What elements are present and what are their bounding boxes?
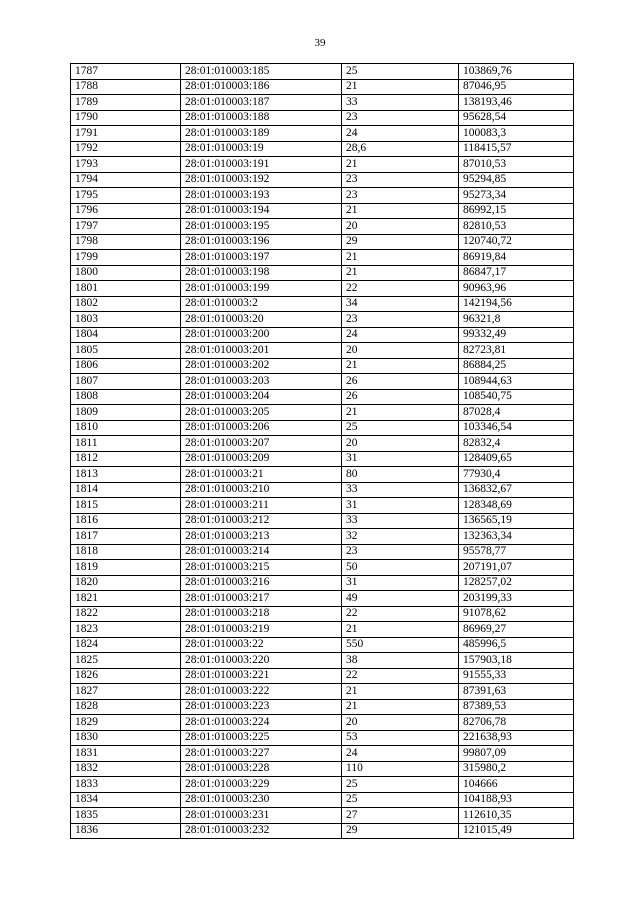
area-cell: 22 <box>342 606 459 622</box>
table-row <box>71 157 574 173</box>
value-cell: 87028,4 <box>459 405 574 421</box>
value-cell: 120740,72 <box>459 234 574 250</box>
value-cell: 136832,67 <box>459 482 574 498</box>
table-row <box>71 374 574 390</box>
row-number-cell: 1822 <box>71 606 181 622</box>
area-cell: 21 <box>342 79 459 95</box>
table-body <box>71 64 574 839</box>
row-number-cell: 1825 <box>71 653 181 669</box>
area-cell: 25 <box>342 420 459 436</box>
area-cell: 33 <box>342 95 459 111</box>
cadastral-number-cell: 28:01:010003:204 <box>181 389 342 405</box>
cadastral-number-cell: 28:01:010003:194 <box>181 203 342 219</box>
value-cell: 100083,3 <box>459 126 574 142</box>
value-cell: 95273,34 <box>459 188 574 204</box>
area-cell: 21 <box>342 265 459 281</box>
cadastral-number-cell: 28:01:010003:193 <box>181 188 342 204</box>
table-row <box>71 653 574 669</box>
value-cell: 91555,33 <box>459 668 574 684</box>
value-cell: 103869,76 <box>459 64 574 80</box>
value-cell: 82810,53 <box>459 219 574 235</box>
area-cell: 20 <box>342 715 459 731</box>
table-row <box>71 203 574 219</box>
value-cell: 86992,15 <box>459 203 574 219</box>
table-row <box>71 358 574 374</box>
row-number-cell: 1831 <box>71 746 181 762</box>
area-cell: 24 <box>342 126 459 142</box>
value-cell: 108944,63 <box>459 374 574 390</box>
row-number-cell: 1800 <box>71 265 181 281</box>
cadastral-number-cell: 28:01:010003:221 <box>181 668 342 684</box>
row-number-cell: 1795 <box>71 188 181 204</box>
area-cell: 21 <box>342 684 459 700</box>
value-cell: 87046,95 <box>459 79 574 95</box>
row-number-cell: 1813 <box>71 467 181 483</box>
area-cell: 24 <box>342 327 459 343</box>
value-cell: 138193,46 <box>459 95 574 111</box>
table-row <box>71 730 574 746</box>
table-row <box>71 792 574 808</box>
cadastral-number-cell: 28:01:010003:222 <box>181 684 342 700</box>
value-cell: 104188,93 <box>459 792 574 808</box>
cadastral-number-cell: 28:01:010003:186 <box>181 79 342 95</box>
area-cell: 110 <box>342 761 459 777</box>
value-cell: 203199,33 <box>459 591 574 607</box>
row-number-cell: 1801 <box>71 281 181 297</box>
row-number-cell: 1802 <box>71 296 181 312</box>
table-row <box>71 560 574 576</box>
value-cell: 96321,8 <box>459 312 574 328</box>
value-cell: 104666 <box>459 777 574 793</box>
cadastral-number-cell: 28:01:010003:2 <box>181 296 342 312</box>
cadastral-number-cell: 28:01:010003:209 <box>181 451 342 467</box>
table-row <box>71 622 574 638</box>
row-number-cell: 1823 <box>71 622 181 638</box>
cadastral-number-cell: 28:01:010003:198 <box>181 265 342 281</box>
cadastral-number-cell: 28:01:010003:189 <box>181 126 342 142</box>
cadastral-number-cell: 28:01:010003:197 <box>181 250 342 266</box>
cadastral-number-cell: 28:01:010003:200 <box>181 327 342 343</box>
row-number-cell: 1824 <box>71 637 181 653</box>
area-cell: 80 <box>342 467 459 483</box>
area-cell: 23 <box>342 312 459 328</box>
table-row <box>71 389 574 405</box>
value-cell: 315980,2 <box>459 761 574 777</box>
value-cell: 91078,62 <box>459 606 574 622</box>
cadastral-number-cell: 28:01:010003:196 <box>181 234 342 250</box>
cadastral-number-cell: 28:01:010003:229 <box>181 777 342 793</box>
cadastral-number-cell: 28:01:010003:203 <box>181 374 342 390</box>
cadastral-number-cell: 28:01:010003:217 <box>181 591 342 607</box>
cadastral-number-cell: 28:01:010003:210 <box>181 482 342 498</box>
row-number-cell: 1827 <box>71 684 181 700</box>
area-cell: 25 <box>342 777 459 793</box>
row-number-cell: 1794 <box>71 172 181 188</box>
cadastral-number-cell: 28:01:010003:228 <box>181 761 342 777</box>
area-cell: 21 <box>342 405 459 421</box>
cadastral-number-cell: 28:01:010003:195 <box>181 219 342 235</box>
value-cell: 128348,69 <box>459 498 574 514</box>
table-row <box>71 436 574 452</box>
table-row <box>71 250 574 266</box>
cadastral-number-cell: 28:01:010003:215 <box>181 560 342 576</box>
area-cell: 26 <box>342 374 459 390</box>
table-row <box>71 95 574 111</box>
cadastral-number-cell: 28:01:010003:223 <box>181 699 342 715</box>
value-cell: 136565,19 <box>459 513 574 529</box>
table-row <box>71 265 574 281</box>
cadastral-number-cell: 28:01:010003:218 <box>181 606 342 622</box>
area-cell: 20 <box>342 343 459 359</box>
row-number-cell: 1808 <box>71 389 181 405</box>
row-number-cell: 1833 <box>71 777 181 793</box>
table-row <box>71 498 574 514</box>
table-row <box>71 281 574 297</box>
area-cell: 23 <box>342 188 459 204</box>
row-number-cell: 1803 <box>71 312 181 328</box>
cadastral-number-cell: 28:01:010003:225 <box>181 730 342 746</box>
table-row <box>71 668 574 684</box>
row-number-cell: 1806 <box>71 358 181 374</box>
cadastral-number-cell: 28:01:010003:207 <box>181 436 342 452</box>
area-cell: 26 <box>342 389 459 405</box>
cadastral-number-cell: 28:01:010003:201 <box>181 343 342 359</box>
area-cell: 38 <box>342 653 459 669</box>
area-cell: 25 <box>342 792 459 808</box>
row-number-cell: 1810 <box>71 420 181 436</box>
row-number-cell: 1818 <box>71 544 181 560</box>
table-row <box>71 529 574 545</box>
area-cell: 53 <box>342 730 459 746</box>
area-cell: 33 <box>342 482 459 498</box>
cadastral-number-cell: 28:01:010003:202 <box>181 358 342 374</box>
row-number-cell: 1787 <box>71 64 181 80</box>
area-cell: 31 <box>342 575 459 591</box>
cadastral-number-cell: 28:01:010003:187 <box>181 95 342 111</box>
table-row <box>71 637 574 653</box>
cadastral-number-cell: 28:01:010003:231 <box>181 808 342 824</box>
cadastral-number-cell: 28:01:010003:206 <box>181 420 342 436</box>
row-number-cell: 1830 <box>71 730 181 746</box>
area-cell: 31 <box>342 451 459 467</box>
row-number-cell: 1805 <box>71 343 181 359</box>
value-cell: 157903,18 <box>459 653 574 669</box>
table-row <box>71 591 574 607</box>
row-number-cell: 1792 <box>71 141 181 157</box>
area-cell: 50 <box>342 560 459 576</box>
table-row <box>71 110 574 126</box>
table-row <box>71 172 574 188</box>
value-cell: 112610,35 <box>459 808 574 824</box>
table-row <box>71 684 574 700</box>
row-number-cell: 1797 <box>71 219 181 235</box>
table-row <box>71 575 574 591</box>
cadastral-number-cell: 28:01:010003:211 <box>181 498 342 514</box>
row-number-cell: 1826 <box>71 668 181 684</box>
row-number-cell: 1812 <box>71 451 181 467</box>
value-cell: 485996,5 <box>459 637 574 653</box>
value-cell: 142194,56 <box>459 296 574 312</box>
area-cell: 23 <box>342 110 459 126</box>
area-cell: 21 <box>342 699 459 715</box>
row-number-cell: 1821 <box>71 591 181 607</box>
value-cell: 95628,54 <box>459 110 574 126</box>
cadastral-number-cell: 28:01:010003:220 <box>181 653 342 669</box>
cadastral-number-cell: 28:01:010003:212 <box>181 513 342 529</box>
table-row <box>71 312 574 328</box>
value-cell: 207191,07 <box>459 560 574 576</box>
cadastral-number-cell: 28:01:010003:232 <box>181 823 342 839</box>
value-cell: 121015,49 <box>459 823 574 839</box>
row-number-cell: 1811 <box>71 436 181 452</box>
table-row <box>71 296 574 312</box>
table-row <box>71 715 574 731</box>
value-cell: 95294,85 <box>459 172 574 188</box>
row-number-cell: 1836 <box>71 823 181 839</box>
value-cell: 86919,84 <box>459 250 574 266</box>
value-cell: 86847,17 <box>459 265 574 281</box>
table-row <box>71 513 574 529</box>
table-row <box>71 699 574 715</box>
row-number-cell: 1816 <box>71 513 181 529</box>
table-row <box>71 219 574 235</box>
area-cell: 25 <box>342 64 459 80</box>
table-row <box>71 451 574 467</box>
area-cell: 21 <box>342 622 459 638</box>
area-cell: 22 <box>342 668 459 684</box>
table-row <box>71 188 574 204</box>
area-cell: 33 <box>342 513 459 529</box>
value-cell: 221638,93 <box>459 730 574 746</box>
value-cell: 87391,63 <box>459 684 574 700</box>
cadastral-number-cell: 28:01:010003:185 <box>181 64 342 80</box>
page-number: 39 <box>314 37 326 49</box>
value-cell: 128409,65 <box>459 451 574 467</box>
cadastral-number-cell: 28:01:010003:213 <box>181 529 342 545</box>
row-number-cell: 1809 <box>71 405 181 421</box>
cadastral-number-cell: 28:01:010003:214 <box>181 544 342 560</box>
value-cell: 86884,25 <box>459 358 574 374</box>
row-number-cell: 1789 <box>71 95 181 111</box>
table-row <box>71 746 574 762</box>
area-cell: 49 <box>342 591 459 607</box>
table-row <box>71 761 574 777</box>
value-cell: 77930,4 <box>459 467 574 483</box>
cadastral-number-cell: 28:01:010003:219 <box>181 622 342 638</box>
table-row <box>71 126 574 142</box>
value-cell: 90963,96 <box>459 281 574 297</box>
cadastral-number-cell: 28:01:010003:227 <box>181 746 342 762</box>
table-row <box>71 777 574 793</box>
row-number-cell: 1804 <box>71 327 181 343</box>
row-number-cell: 1817 <box>71 529 181 545</box>
row-number-cell: 1788 <box>71 79 181 95</box>
area-cell: 22 <box>342 281 459 297</box>
row-number-cell: 1835 <box>71 808 181 824</box>
value-cell: 99332,49 <box>459 327 574 343</box>
row-number-cell: 1793 <box>71 157 181 173</box>
table-row <box>71 141 574 157</box>
table-row <box>71 64 574 80</box>
cadastral-number-cell: 28:01:010003:205 <box>181 405 342 421</box>
table-row <box>71 234 574 250</box>
value-cell: 128257,02 <box>459 575 574 591</box>
value-cell: 86969,27 <box>459 622 574 638</box>
value-cell: 87389,53 <box>459 699 574 715</box>
area-cell: 27 <box>342 808 459 824</box>
row-number-cell: 1828 <box>71 699 181 715</box>
cadastral-number-cell: 28:01:010003:188 <box>181 110 342 126</box>
value-cell: 108540,75 <box>459 389 574 405</box>
area-cell: 20 <box>342 436 459 452</box>
cadastral-number-cell: 28:01:010003:22 <box>181 637 342 653</box>
row-number-cell: 1807 <box>71 374 181 390</box>
value-cell: 118415,57 <box>459 141 574 157</box>
data-table <box>70 63 574 839</box>
table-row <box>71 343 574 359</box>
cadastral-number-cell: 28:01:010003:216 <box>181 575 342 591</box>
row-number-cell: 1832 <box>71 761 181 777</box>
value-cell: 87010,53 <box>459 157 574 173</box>
cadastral-number-cell: 28:01:010003:199 <box>181 281 342 297</box>
area-cell: 20 <box>342 219 459 235</box>
area-cell: 29 <box>342 234 459 250</box>
value-cell: 82723,81 <box>459 343 574 359</box>
table-row <box>71 823 574 839</box>
value-cell: 82832,4 <box>459 436 574 452</box>
table-row <box>71 467 574 483</box>
cadastral-number-cell: 28:01:010003:230 <box>181 792 342 808</box>
row-number-cell: 1834 <box>71 792 181 808</box>
area-cell: 21 <box>342 157 459 173</box>
value-cell: 82706,78 <box>459 715 574 731</box>
value-cell: 103346,54 <box>459 420 574 436</box>
row-number-cell: 1820 <box>71 575 181 591</box>
value-cell: 99807,09 <box>459 746 574 762</box>
value-cell: 95578,77 <box>459 544 574 560</box>
cadastral-number-cell: 28:01:010003:20 <box>181 312 342 328</box>
row-number-cell: 1799 <box>71 250 181 266</box>
row-number-cell: 1791 <box>71 126 181 142</box>
area-cell: 28,6 <box>342 141 459 157</box>
area-cell: 21 <box>342 358 459 374</box>
row-number-cell: 1829 <box>71 715 181 731</box>
value-cell: 132363,34 <box>459 529 574 545</box>
row-number-cell: 1790 <box>71 110 181 126</box>
cadastral-number-cell: 28:01:010003:21 <box>181 467 342 483</box>
table-row <box>71 327 574 343</box>
area-cell: 31 <box>342 498 459 514</box>
area-cell: 21 <box>342 250 459 266</box>
area-cell: 21 <box>342 203 459 219</box>
row-number-cell: 1796 <box>71 203 181 219</box>
row-number-cell: 1815 <box>71 498 181 514</box>
row-number-cell: 1798 <box>71 234 181 250</box>
table-row <box>71 79 574 95</box>
area-cell: 32 <box>342 529 459 545</box>
area-cell: 34 <box>342 296 459 312</box>
cadastral-number-cell: 28:01:010003:192 <box>181 172 342 188</box>
cadastral-number-cell: 28:01:010003:19 <box>181 141 342 157</box>
area-cell: 29 <box>342 823 459 839</box>
row-number-cell: 1814 <box>71 482 181 498</box>
cadastral-number-cell: 28:01:010003:224 <box>181 715 342 731</box>
table-row <box>71 405 574 421</box>
area-cell: 550 <box>342 637 459 653</box>
table-row <box>71 808 574 824</box>
table-row <box>71 606 574 622</box>
cadastral-number-cell: 28:01:010003:191 <box>181 157 342 173</box>
table-row <box>71 482 574 498</box>
area-cell: 23 <box>342 172 459 188</box>
row-number-cell: 1819 <box>71 560 181 576</box>
area-cell: 24 <box>342 746 459 762</box>
area-cell: 23 <box>342 544 459 560</box>
table-row <box>71 420 574 436</box>
table-row <box>71 544 574 560</box>
